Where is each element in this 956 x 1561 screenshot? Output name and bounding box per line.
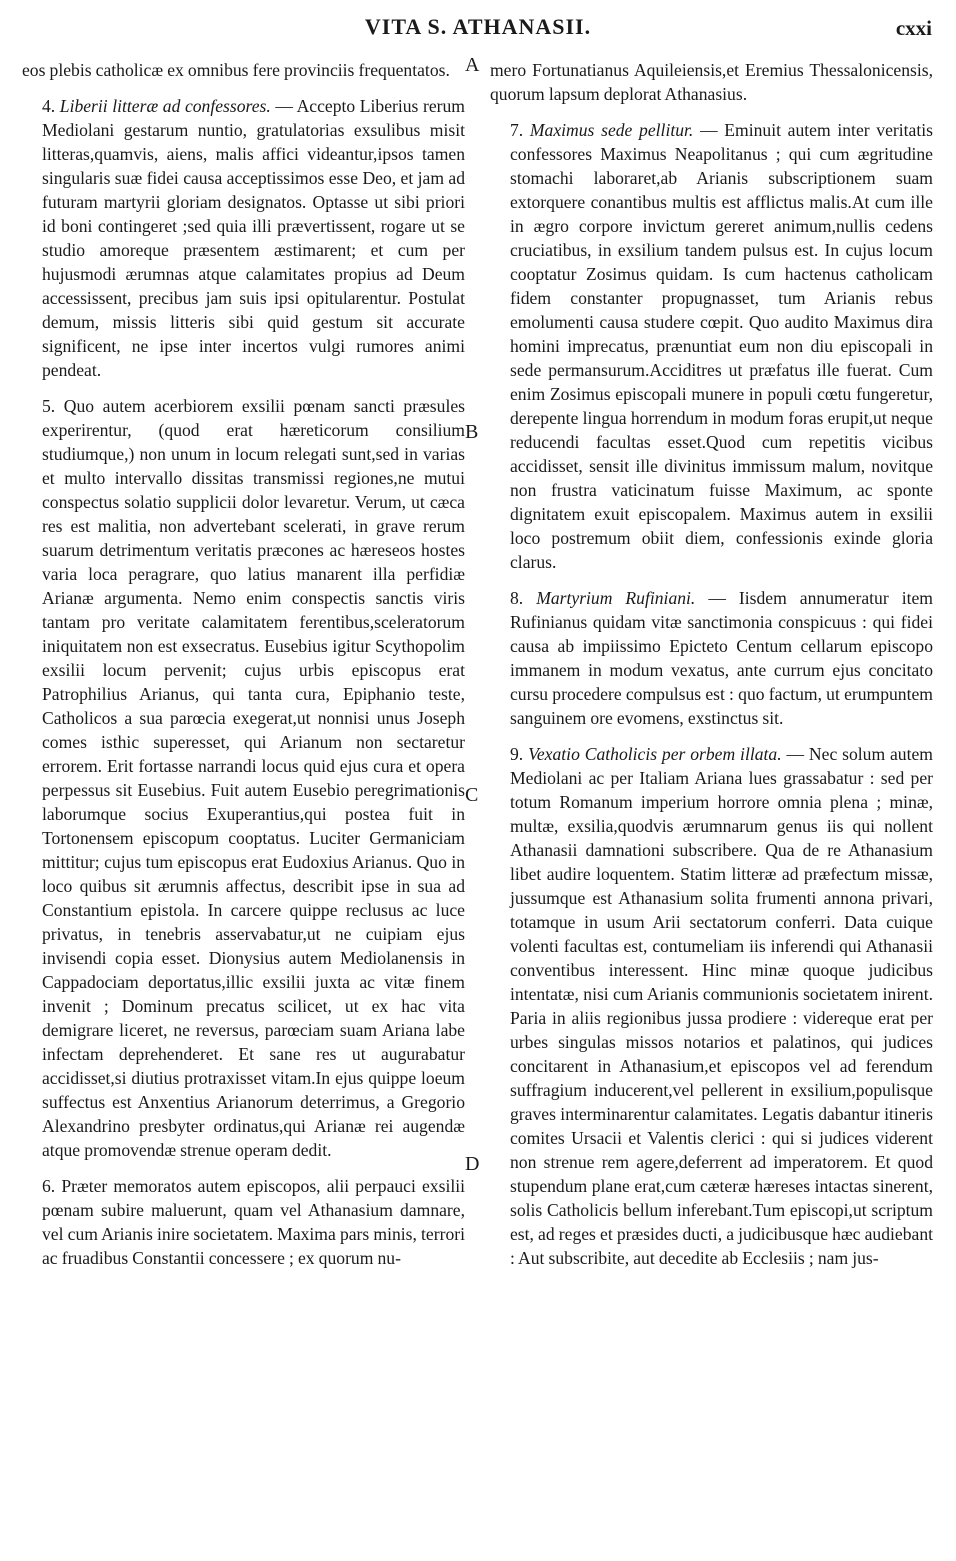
section-body: — Eminuit autem inter veritatis confessores Maximus Neapolitanus ; qui cum ægritudine stomachi laboraret,ab Arianis subscriptionem suam extorquere conantibus multis est afflictus malis.At cum ille in ægro corpore invictum gereret animum,nullis cedens cruciatibus, in exsilium tandem pulsus est. In cujus locum cooptatur Zosimus quidam. Is cum hactenus catholicam fidem constanter propugnasset, tum Arianis rebus emolumenti causa studere cœpit. Quo audito Maximus dira homini imprecatus, prænuntiat eum non diu episcopali in sede permansurum.Acciditres ut præfatus ille fuerat. Cum enim Zosimus episcopali munere in populi cœtu fungeretur, derepente lingua horrendum in modum foras erupit,ut neque reducendi facultas esset.Quod cum repetitis vicibus accidisset, sensit ille divinitus immissum malum, novitque non frustra vaticinatum fuisse Maximum, ac sponte dignitatem exuit episcopalem. Maximus autem in exsilii loco postremum obiit diem, confessionis exinde gloria clarus.	[510, 120, 933, 572]
margin-letter-d: D	[465, 1153, 480, 1175]
section-body: — Iisdem annumeratur item Rufinianus quidam vitæ sanctimonia conspicuus : qui fidei causa ab impiissimo Epicteto Centum cellarum episcopo immanem in modum vexatus, ante currum ejus concitato cursu procedere compulsus est : quo factum, ut erumpuntem sanguinem ore evomens, exstinctus sit.	[510, 588, 933, 728]
section-heading: Liberii litteræ ad confessores.	[59, 96, 271, 116]
margin-letter-b: B	[465, 421, 479, 443]
section-heading: Vexatio Catholicis per orbem illata.	[528, 744, 782, 764]
paragraph-4	[22, 94, 465, 382]
running-head-title: VITA S. ATHANASII.	[364, 14, 592, 39]
page-number: cxxi	[895, 16, 932, 40]
section-number: 9.	[510, 744, 524, 764]
right-column	[490, 58, 933, 1270]
paragraph-5: 5. Quo autem acerbiorem exsilii pœnam sancti præsules experirentur, (quod erat hæreticorum consilium studiumque,) non unum in locum relegati sunt,sed in varias et multo intervallo dissitas transmissi regiones,ne mutui conspectus solatio supplicii dolor levaretur. Verum, ut cæca res est malitia, non advertebant scelerati, in grave rerum suarum detrimentum veritatis præcones ac hæreseos hostes varia loca peragrare, quo latius manarent illa perfidiæ Arianæ argumenta. Nemo enim conspectis sanctis viris tantam pro veritate calamitatem ferentibus,sceleratorum iniquitatem non est exsecratus. Eusebius igitur Scythopolim exsilii locum pervenit; cujus urbis episcopus erat Patrophilius Arianus, qui tanta cura, Epiphanio teste, Catholicos a sua parœcia exegerat,ut nonnisi unus Joseph comes isthic superesset, qui Arianum non sectaretur errorem. Erit fortasse narrandi locus quid ejus cura et opera perpessus sit Eusebius. Fuit autem Eusebio peregrimationis laborumque socius Exuperantius,qui postea fuit in Tortonensem episcopum cooptatus. Luciter Germaniciam mittitur; cujus tum episcopus erat Eudoxius Arianus. Quo in loco quibus sit ærumnis affectus, describit ipse in sua ad Constantium epistola. In carcere quippe reclusus ac luce privatus, in tenebris asservabatur,ut ne cuipiam ejus invisendi copia esset. Dionysius autem Mediolanensis in Cappadociam deportatus,illic exsilii juxta ac vitæ finem invenit ; Dominum precatus scilicet, ut ex hac vita demigrare liceret, ne reversus, parœciam suam Ariana labe infectam deprehenderet. Et sane res ut augurabatur accidisset,si diutius protraxisset vitam.In ejus quippe loeum suffectus est Anxentius Arianorum deterrimus, a Gregorio Alexandrino presbyter ordinatus,qui Arianæ rei augendæ atque promovendæ strenue operam dedit.	[42, 396, 465, 1160]
section-body: — Accepto Liberius rerum Mediolani gestarum nuntio, gratulatorias exsulibus misit litteras,quamvis, aiens, malis affici videantur,ipsos tamen singularis suæ fidei causa acceptissimos esse Deo, et jam ad futuram martyrii gloriam designatos. Optasse ut sibi priori id boni contingeret ;sed quia illi prævertissent, rogare ut se studio amoreque præsentem æstimarent; et cum per hujusmodi ærumnas atque calamitates propius ad Deum accessissent, precibus jam suis ipsi opitularentur. Postulat demum, missis litteris sibi quid gestum sit accurate significent, ne ipse inter incertos vulgi rumores animi pendeat.	[42, 96, 465, 380]
paragraph-8	[490, 586, 933, 730]
paragraph-7	[490, 118, 933, 574]
left-column	[22, 58, 465, 1270]
section-number: 8.	[510, 588, 524, 608]
paragraph-9	[490, 742, 933, 1270]
paragraph-continuation: eos plebis catholicæ ex omnibus fere provinciis frequentatos.	[22, 60, 450, 80]
section-heading: Martyrium Rufiniani.	[536, 588, 696, 608]
margin-letter-a: A	[465, 54, 480, 76]
section-body: — Nec solum autem Mediolani ac per Italiam Ariana lues grassabatur : sed per totum Romanum imperium horrore omnia plena ; minæ, multæ, exsilia,quodvis ærumnarum genus iis qui nollent Athanasii damnationi subscribere. Qua de re Athanasium libet audire loquentem. Statim litteræ ad præfectum missæ, jussumque est Athanasium solita frumenti annona privari, totamque in usum Arii sectatorum conferri. Data cuique volenti facultas est, contumeliam iis inferendi qui Athanasii conventibus interessent. Hinc minæ quoque judicibus intentatæ, nisi cum Arianis communionis societatem inirent. Paria in aliis regionibus jussa prodiere : videreque erat per urbes singulas missos notarios et palatinos, qui judices concitarent in Athanasium,et episcopos vel ad ferendum suffragium inducerent,vel pellerent in exsilium,populisque graves interminarentur calamitates. Legatis dabantur itineris comites Ursacii et Valentis clerici : qui si judices viderent non strenue rem agere,deferrent ad imperatorem. Et quod stupendum plane erat,cum cæteræ hæreses intactas sinerent, solis Catholicis bellum inferebant.Tum episcopi,ut scriptum est, ad reges et præsides ducti, a judicibusque hæc audiebant : Aut subscribite, aut decedite ab Ecclesiis ; nam jus-	[510, 744, 933, 1268]
section-heading: Maximus sede pellitur.	[529, 120, 694, 140]
section-number: 7.	[510, 120, 524, 140]
section-number: 4.	[42, 96, 56, 116]
paragraph-6: 6. Præter memoratos autem episcopos, alii perpauci exsilii pœnam subire maluerunt, quam vel Athanasium damnare, vel cum Arianis inire societatem. Maxima pars minis, terrori ac fruadibus Constantii concessere ; ex quorum nu-	[42, 1176, 465, 1268]
paragraph-6-continued: mero Fortunatianus Aquileiensis,et Eremius Thessalonicensis, quorum lapsum deplorat Athanasius.	[490, 60, 933, 104]
margin-letter-c: C	[465, 784, 479, 806]
